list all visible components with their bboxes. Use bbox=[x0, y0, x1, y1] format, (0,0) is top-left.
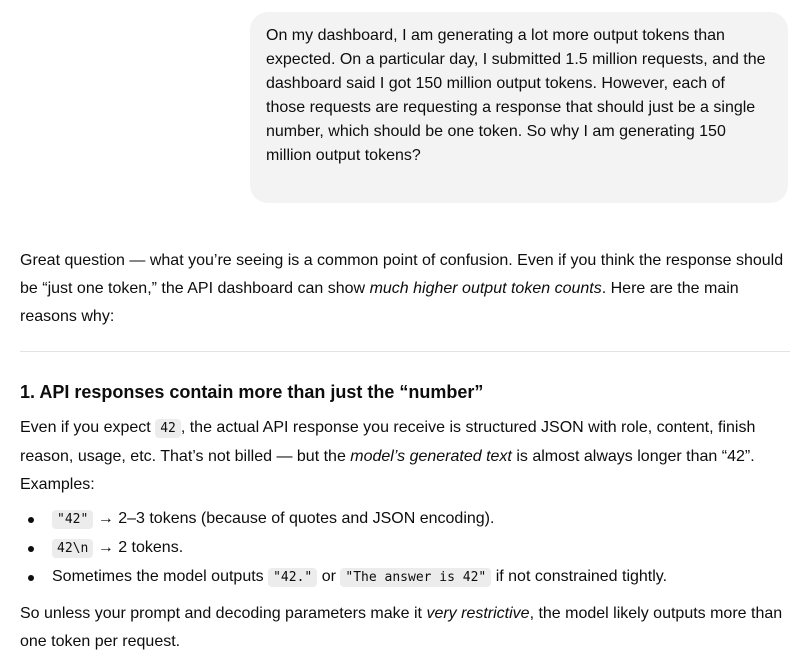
list-item-text: Sometimes the model outputs bbox=[52, 568, 269, 585]
inline-code: "The answer is 42" bbox=[340, 568, 491, 587]
bullet-dot-icon bbox=[28, 575, 34, 581]
assistant-response bbox=[20, 247, 790, 656]
list-item bbox=[20, 534, 790, 563]
list-item bbox=[20, 563, 790, 592]
bullet-dot-icon bbox=[28, 517, 34, 523]
inline-code: 42\n bbox=[52, 539, 93, 558]
examples-list bbox=[20, 505, 790, 592]
user-message-text: On my dashboard, I am generating a lot more output tokens than expected. On a particular day, I submitted 1.5 million requests, and the dashboard said I got 150 million output tokens. However, each of those requests are requesting a response that should just be a single number, which should be one token. So why I am generating 150 million output tokens? bbox=[266, 27, 766, 164]
inline-code: "42." bbox=[268, 568, 317, 587]
user-message-bubble bbox=[250, 12, 788, 203]
section-divider bbox=[20, 351, 790, 352]
p1-text-2: , the actual API response you receive is structured JSON with role, content, finish reason, usage, etc. That’s not billed — but the bbox=[20, 419, 756, 465]
inline-code: "42" bbox=[52, 510, 93, 529]
p2-text-2: , the model likely outputs more than one token per request. bbox=[20, 605, 783, 650]
list-item-text: → 2 tokens. bbox=[93, 539, 184, 556]
p1-emphasis: model’s generated text bbox=[350, 448, 512, 465]
p2-text-1: So unless your prompt and decoding parameters make it bbox=[20, 605, 427, 622]
intro-text-1: Great question — what you’re seeing is a common point of confusion. Even if you think the response should be “just one token,” the API dashboard can show bbox=[20, 252, 784, 297]
list-item-text: if not constrained tightly. bbox=[491, 568, 668, 585]
section-paragraph-2 bbox=[20, 600, 790, 656]
section-paragraph-1 bbox=[20, 414, 790, 499]
p1-text-3: is almost always longer than “42”. Examples: bbox=[20, 448, 755, 493]
section-heading: 1. API responses contain more than just the “number” bbox=[20, 382, 484, 402]
p1-text-1: Even if you expect bbox=[20, 419, 156, 436]
p2-emphasis: very restrictive bbox=[426, 605, 530, 622]
intro-text-2: . Here are the main reasons why: bbox=[20, 280, 739, 325]
intro-emphasis: much higher output token counts bbox=[369, 280, 602, 297]
list-item bbox=[20, 505, 790, 534]
bullet-dot-icon bbox=[28, 546, 34, 552]
intro-paragraph bbox=[20, 247, 790, 331]
list-item-text: → 2–3 tokens (because of quotes and JSON encoding). bbox=[93, 510, 495, 527]
inline-code: 42 bbox=[155, 419, 181, 438]
list-item-text: or bbox=[317, 568, 341, 585]
